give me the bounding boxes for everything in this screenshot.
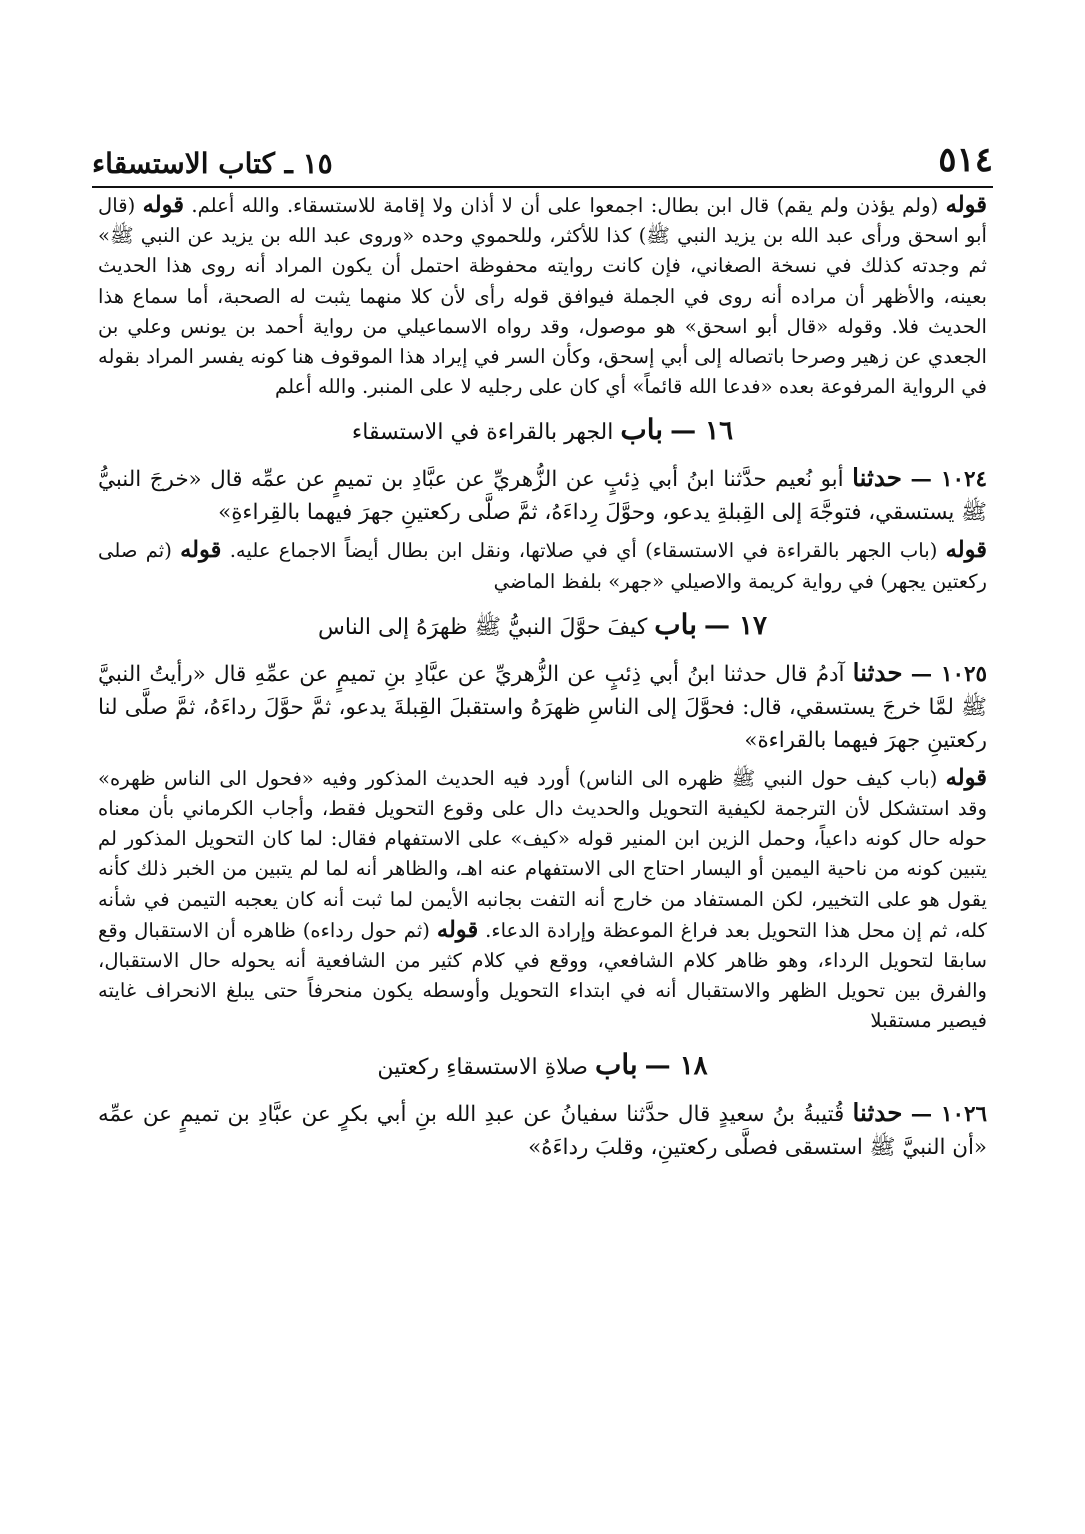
haddathana-keyword: حدثنا [852,657,903,687]
hadith-1024 [98,461,987,529]
hadith-1025 [98,656,987,757]
page-body [98,190,987,1170]
qawluhu-keyword: قوله [142,192,184,218]
chapter-word: باب [654,607,697,641]
hadith-number: ١٠٢٥ — [910,661,987,687]
hadith-1026 [98,1096,987,1164]
hadith-number: ١٠٢٤ — [910,467,987,493]
commentary-paragraph [98,535,987,596]
commentary-text: (قال أبو اسحق ورأى عبد الله بن يزيد النبي ﷺ) كذا للأكثر، وللحموي وحده «وروى عبد الله بن يزيد عن النبي ﷺ» ثم وجدته كذلك في نسخة الصغاني، فإن كانت روايته محفوظة احتمل أن يكون المراد أنه روى هذا الحديث بعينه، والأظهر أن مراده أنه روى في الجملة فيوافق قوله رأى لأن كلا منهما يثبت له الصحبة، أما سماع هذا الحديث فلا. وقوله «قال أبو اسحق» هو موصول، وقد رواه الاسماعيلي من رواية أحمد بن يونس وعلي بن الجعدي عن زهير وصرحا باتصاله إلى أبي إسحق، وكأن السر في إيراد هذا الموقوف هنا كونه يفسر المراد بقوله في الرواية المرفوعة بعده «فدعا الله قائماً» أي كان على رجليه لا على المنبر. والله أعلم [98,194,987,399]
commentary-paragraph [98,763,987,1037]
qawluhu-keyword: قوله [945,764,987,791]
chapter-title: صلاةِ الاستسقاءِ ركعتين [377,1054,588,1080]
chapter-heading-18 [98,1043,987,1090]
chapter-word: باب [620,413,664,447]
chapter-number: ١٨ — [644,1050,708,1081]
hadith-text: قُتيبةُ بنُ سعيدٍ قال حدَّثنا سفيانُ عن عبدِ الله بنِ أبي بكرٍ عن عبَّادِ بن تميمٍ عن عمِّه «أن النبيَّ ﷺ استسقى فصلَّى ركعتينِ، وقلبَ رداءَهُ» [98,1101,987,1160]
commentary-text: (ثم حول رداءه) ظاهره أن الاستقبال وقع سابقا لتحويل الرداء، وهو ظاهر كلام الشافعي، ووقع في كلام كثير من الشافعية أنه يحوله حال الاستقبال، والفرق بين تحويل الظهر والاستقبال أنه في ابتداء التحويل وأوسطه يكون منحرفاً حتى يبلغ الانحراف غايته فيصير مستقبلا [98,918,987,1033]
chapter-title: الجهر بالقراءة في الاستسقاء [351,420,614,446]
commentary-text: (ثم صلى ركعتين يجهر) في رواية كريمة والاصيلي «جهر» بلفظ الماضي [98,539,987,593]
chapter-number: ١٦ — [670,416,734,447]
commentary-paragraph [98,190,987,402]
haddathana-keyword: حدثنا [852,463,902,493]
section-title: ١٥ ـ كتاب الاستسقاء [92,147,333,180]
qawluhu-keyword: قوله [945,192,987,218]
page-number: ٥١٤ [938,140,993,180]
qawluhu-keyword: قوله [436,916,479,943]
chapter-heading-16 [98,408,987,455]
qawluhu-keyword: قوله [945,537,987,564]
page-header [92,128,993,188]
commentary-text: (باب الجهر بالقراءة في الاستسقاء) أي في صلاتها، ونقل ابن بطال أيضاً الاجماع عليه. [229,539,938,563]
qawluhu-keyword: قوله [180,537,222,564]
commentary-text: (باب كيف حول النبي ﷺ ظهره الى الناس) أورد فيه الحديث المذكور وفيه «فحول الى الناس ظهره» وقد استشكل لأن الترجمة لكيفية التحويل والحديث دال على وقوع التحويل فقط، وأجاب الكرماني بأن معناه حوله حال كونه داعياً، وحمل الزين ابن المنير قوله «كيف» على الاستفهام فقال: لما كان التحويل المذكور لم يتبين كونه من ناحية اليمين أو اليسار احتاج الى الاستفهام عنه اهـ، والظاهر أنه لما لم يتبين من الخبر ذلك كأنه يقول هو على التخيير، لكن المستفاد من خارج أنه التفت بجانبه الأيمن لما ثبت أنه كان يعجبه التيمن في شأنه كله، ثم إن محل هذا التحويل بعد فراغ الموعظة وإرادة الدعاء. [98,766,987,942]
hadith-number: ١٠٢٦ — [910,1101,987,1127]
hadith-text: آدمُ قال حدثنا ابنُ أبي ذِئبٍ عن الزُّهريِّ عن عبَّادِ بنِ تميمٍ عن عمِّهِ قال «رأيتُ النبيَّ ﷺ لمَّا خرجَ يستسقي، قال: فحوَّلَ إلى الناسِ ظهرَهُ واستقبلَ القِبلةَ يدعو، ثمَّ حوَّلَ رداءَهُ، ثمَّ صلَّى لنا ركعتينِ جهرَ فيهما بالقراءة» [98,661,987,753]
haddathana-keyword: حدثنا [852,1097,903,1127]
hadith-text: أبو نُعيم حدَّثنا ابنُ أبي ذِئبٍ عن الزُّهريِّ عن عبَّادِ بن تميمٍ عن عمِّه قال «خرجَ النبيُّ ﷺ يستسقي، فتوجَّهَ إلى القِبلةِ يدعو، وحوَّلَ رِداءَهُ، ثمَّ صلَّى ركعتينِ جهرَ فيهما بالقِراءةِ» [98,467,987,526]
chapter-title: كيفَ حوَّلَ النبيُّ ﷺ ظهرَهُ إلى الناس [318,614,648,640]
commentary-text: (ولم يؤذن ولم يقم) قال ابن بطال: اجمعوا على أن لا أذان ولا إقامة للاستسقاء. والله أعلم. [191,194,939,217]
chapter-word: باب [594,1047,638,1081]
chapter-heading-17 [98,603,987,650]
chapter-number: ١٧ — [703,610,767,641]
